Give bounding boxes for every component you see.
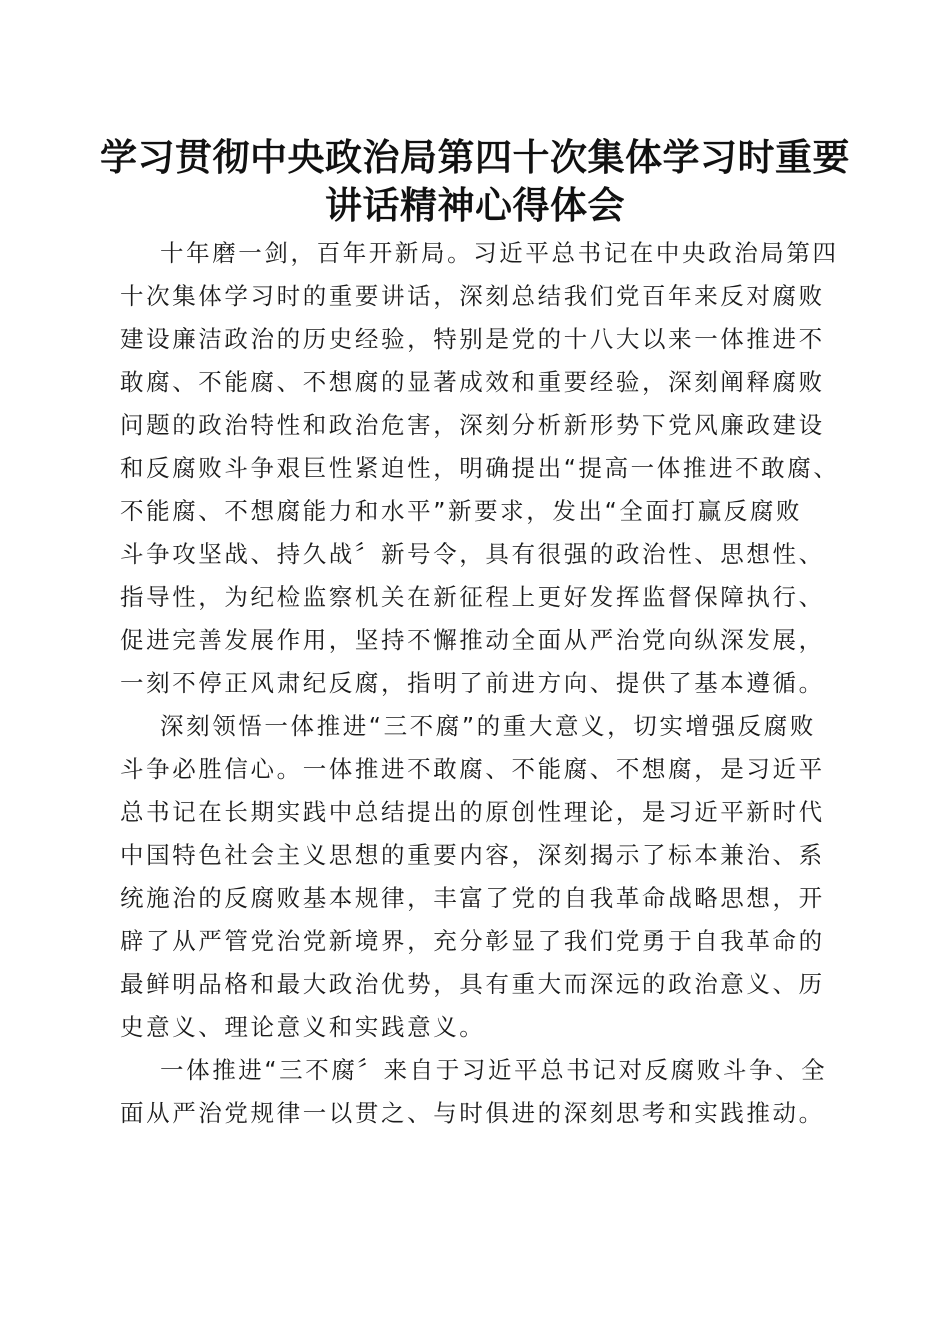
text-line: 十年磨一剑，百年开新局。习近平总书记在中央政治局第四 [160, 239, 839, 267]
document-body [120, 232, 840, 1135]
text-line: 建设廉洁政治的历史经验，特别是党的十八大以来一体推进不 [120, 325, 825, 353]
paragraph-1 [120, 232, 840, 705]
paragraph-2 [120, 705, 840, 1049]
text-line: 敢腐、不能腐、不想腐的显著成效和重要经验，深刻阐释腐败 [120, 368, 825, 396]
text-line: 深刻领悟一体推进“三不腐”的重大意义，切实增强反腐败 [160, 712, 816, 740]
text-line: 指导性，为纪检监察机关在新征程上更好发挥监督保障执行、 [120, 583, 825, 611]
text-line: 斗争攻坚战、持久战〞新号令，具有很强的政治性、思想性、 [120, 540, 825, 568]
text-line: 和反腐败斗争艰巨性紧迫性，明确提出“提高一体推进不敢腐、 [120, 454, 840, 482]
document-title-line-2: 讲话精神心得体会 [325, 183, 625, 227]
text-line: 辟了从严管党治党新境界，充分彰显了我们党勇于自我革命的 [120, 927, 825, 955]
text-line: 不能腐、不想腐能力和水平”新要求，发出“全面打赢反腐败 [120, 497, 803, 525]
text-line: 最鲜明品格和最大政治优势，具有重大而深远的政治意义、历 [120, 970, 825, 998]
document-title-line-1: 学习贯彻中央政治局第四十次集体学习时重要 [100, 135, 850, 179]
text-line: 中国特色社会主义思想的重要内容，深刻揭示了标本兼治、系 [120, 841, 825, 869]
text-line: 问题的政治特性和政治危害，深刻分析新形势下党风廉政建设 [120, 411, 825, 439]
text-line: 一体推进“三不腐〞来自于习近平总书记对反腐败斗争、全 [160, 1056, 828, 1084]
paragraph-3 [120, 1049, 840, 1135]
text-line: 一刻不停正风肃纪反腐，指明了前进方向、提供了基本遵循。 [120, 669, 825, 697]
text-line: 面从严治党规律一以贯之、与时俱进的深刻思考和实践推动。 [120, 1099, 825, 1127]
text-line: 促进完善发展作用，坚持不懈推动全面从严治党向纵深发展， [120, 626, 825, 654]
text-line: 十次集体学习时的重要讲话，深刻总结我们党百年来反对腐败 [120, 282, 825, 310]
text-line: 统施治的反腐败基本规律，丰富了党的自我革命战略思想，开 [120, 884, 825, 912]
text-line: 总书记在长期实践中总结提出的原创性理论，是习近平新时代 [120, 798, 825, 826]
text-line: 史意义、理论意义和实践意义。 [120, 1013, 486, 1041]
text-line: 斗争必胜信心。一体推进不敢腐、不能腐、不想腐，是习近平 [120, 755, 825, 783]
